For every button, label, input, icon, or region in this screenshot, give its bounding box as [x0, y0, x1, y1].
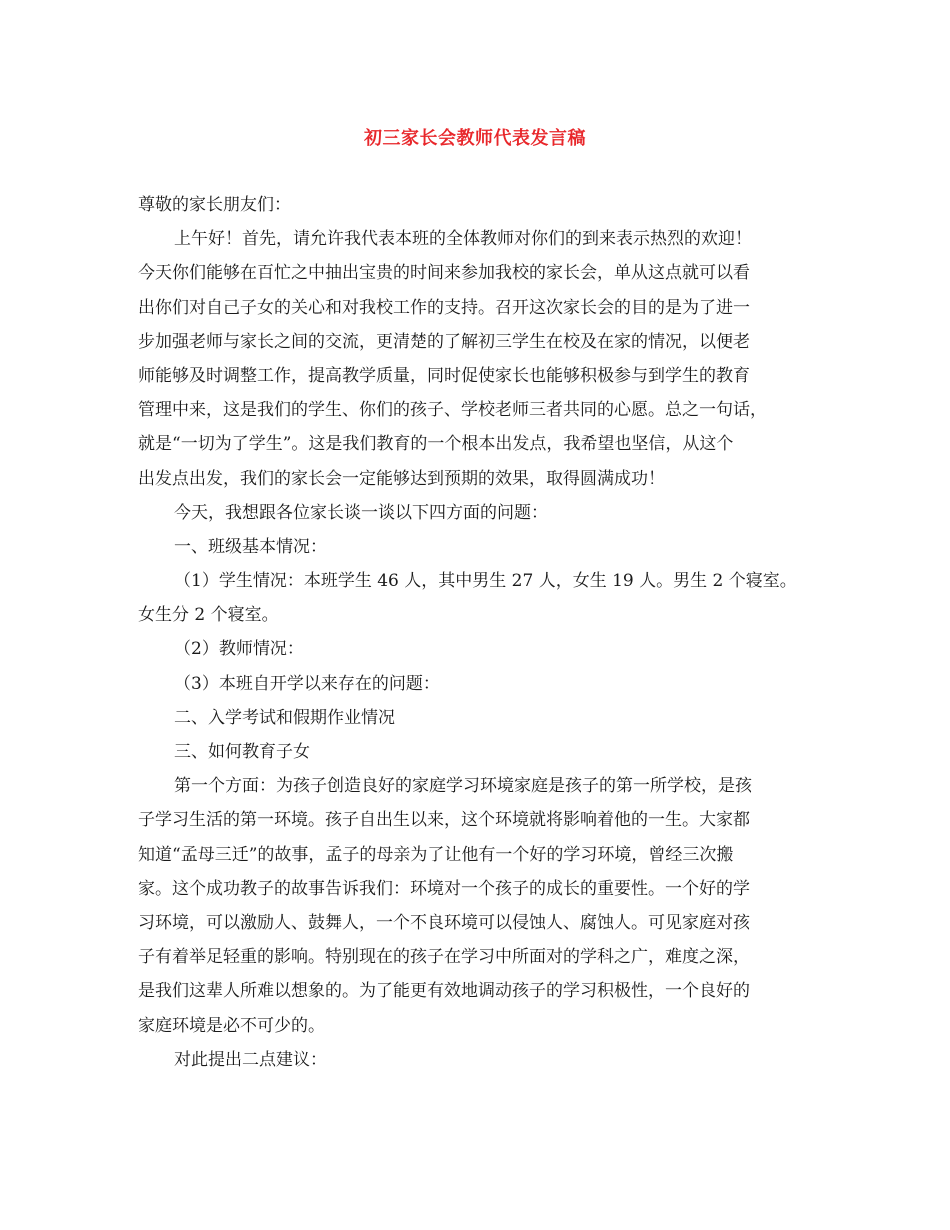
text-line: 今天你们能够在百忙之中抽出宝贵的时间来参加我校的家长会，单从这点就可以看 [138, 263, 750, 284]
text-line: 女生分 2 个寝室。 [138, 605, 279, 626]
text-line: 今天，我想跟各位家长谈一谈以下四方面的问题： [174, 502, 548, 523]
document-body [138, 188, 818, 1077]
document-title: 初三家长会教师代表发言稿 [364, 128, 586, 149]
text-line: 家。这个成功教子的故事告诉我们：环境对一个孩子的成长的重要性。一个好的学 [138, 878, 750, 899]
text-line: （3）本班自开学以来存在的问题： [174, 673, 440, 694]
text-line: 管理中来，这是我们的学生、你们的孩子、学校老师三者共同的心愿。总之一句话， [138, 400, 767, 421]
text-line: 第一个方面：为孩子创造良好的家庭学习环境家庭是孩子的第一所学校，是孩 [174, 776, 752, 797]
text-line: 知道“孟母三迁”的故事，孟子的母亲为了让他有一个好的学习环境，曾经三次搬 [138, 844, 734, 865]
text-line: 出发点出发，我们的家长会一定能够达到预期的效果，取得圆满成功！ [138, 468, 665, 489]
text-line: 三、如何教育子女 [174, 742, 310, 762]
text-line: 二、入学考试和假期作业情况 [174, 707, 395, 728]
text-line: 子学习生活的第一环境。孩子自出生以来，这个环境就将影响着他的一生。大家都 [138, 810, 750, 831]
text-line: （2）教师情况： [174, 639, 304, 660]
text-line: 子有着举足轻重的影响。特别现在的孩子在学习中所面对的学科之广，难度之深， [138, 947, 750, 968]
text-line: 家庭环境是必不可少的。 [138, 1015, 325, 1036]
text-line: 一、班级基本情况： [174, 536, 327, 557]
text-line: 对此提出二点建议： [174, 1049, 327, 1070]
text-line: 出你们对自己子女的关心和对我校工作的支持。召开这次家长会的目的是为了进一 [138, 297, 750, 318]
text-line: 师能够及时调整工作，提高教学质量，同时促使家长也能够积极参与到学生的教育 [138, 365, 750, 386]
text-line: 是我们这辈人所难以想象的。为了能更有效地调动孩子的学习积极性，一个良好的 [138, 981, 750, 1002]
text-line: 尊敬的家长朋友们： [138, 195, 291, 215]
text-line: 上午好！首先，请允许我代表本班的全体教师对你们的到来表示热烈的欢迎！ [174, 229, 752, 250]
text-line: 习环境，可以激励人、鼓舞人，一个不良环境可以侵蚀人、腐蚀人。可见家庭对孩 [138, 912, 750, 933]
text-line: 步加强老师与家长之间的交流，更清楚的了解初三学生在校及在家的情况，以便老 [138, 331, 750, 352]
text-line: 就是“一切为了学生”。这是我们教育的一个根本出发点，我希望也坚信，从这个 [138, 434, 734, 455]
text-line: （1）学生情况：本班学生 46 人，其中男生 27 人，女生 19 人。男生 2 个寝室。 [174, 571, 797, 592]
